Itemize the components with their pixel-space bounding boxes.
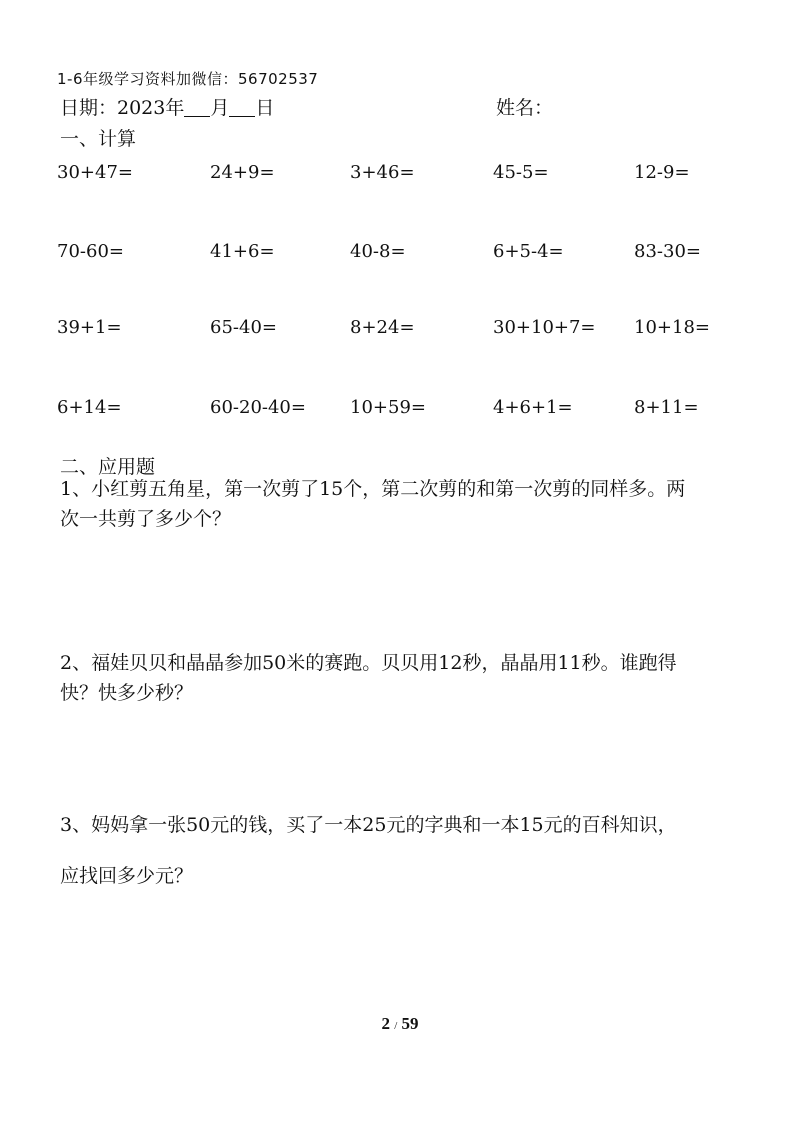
calc-item: 65-40= xyxy=(210,317,277,338)
calc-item: 30+47= xyxy=(57,162,133,183)
month-blank xyxy=(184,98,210,117)
calc-item: 4+6+1= xyxy=(493,397,573,418)
calc-item: 83-30= xyxy=(634,241,701,262)
date-label: 日期：2023年 xyxy=(60,97,185,119)
calc-item: 8+11= xyxy=(634,397,699,418)
calc-item: 40-8= xyxy=(350,241,406,262)
calc-item: 70-60= xyxy=(57,241,124,262)
word-problem-2 xyxy=(60,648,750,708)
calc-item: 10+18= xyxy=(634,317,710,338)
calc-item: 24+9= xyxy=(210,162,275,183)
calc-item: 39+1= xyxy=(57,317,122,338)
page-total: 59 xyxy=(401,1014,419,1033)
problem-line: 应找回多少元？ xyxy=(60,865,194,887)
calc-item: 30+10+7= xyxy=(493,317,596,338)
calc-item: 60-20-40= xyxy=(210,397,306,418)
calc-item: 45-5= xyxy=(493,162,549,183)
page-current: 2 xyxy=(381,1014,390,1033)
name-label: 姓名： xyxy=(496,97,554,119)
calc-item: 41+6= xyxy=(210,241,275,262)
page-number xyxy=(0,1014,800,1034)
calc-item: 6+5-4= xyxy=(493,241,564,262)
month-label: 月 xyxy=(210,97,230,119)
page-separator: / xyxy=(394,1020,398,1032)
calc-item: 8+24= xyxy=(350,317,415,338)
day-blank xyxy=(229,98,255,117)
day-label: 日 xyxy=(255,97,275,119)
date-line xyxy=(60,93,274,120)
problem-line: 2、福娃贝贝和晶晶参加50米的赛跑。贝贝用12秒，晶晶用11秒。谁跑得 xyxy=(60,652,677,674)
calc-item: 10+59= xyxy=(350,397,426,418)
header-note: 1-6年级学习资料加微信：56702537 xyxy=(57,70,319,88)
section-word-problems-title: 二、应用题 xyxy=(60,456,156,478)
calc-item: 12-9= xyxy=(634,162,690,183)
calc-item: 3+46= xyxy=(350,162,415,183)
problem-line: 快？快多少秒？ xyxy=(60,682,194,704)
calc-item: 6+14= xyxy=(57,397,122,418)
section-calc-title: 一、计算 xyxy=(60,128,137,150)
problem-line: 次一共剪了多少个？ xyxy=(60,508,232,530)
word-problem-1 xyxy=(60,474,750,534)
problem-line: 3、妈妈拿一张50元的钱，买了一本25元的字典和一本15元的百科知识， xyxy=(60,814,677,836)
problem-line: 1、小红剪五角星，第一次剪了15个，第二次剪的和第一次剪的同样多。两 xyxy=(60,478,686,500)
word-problem-3 xyxy=(60,810,750,891)
